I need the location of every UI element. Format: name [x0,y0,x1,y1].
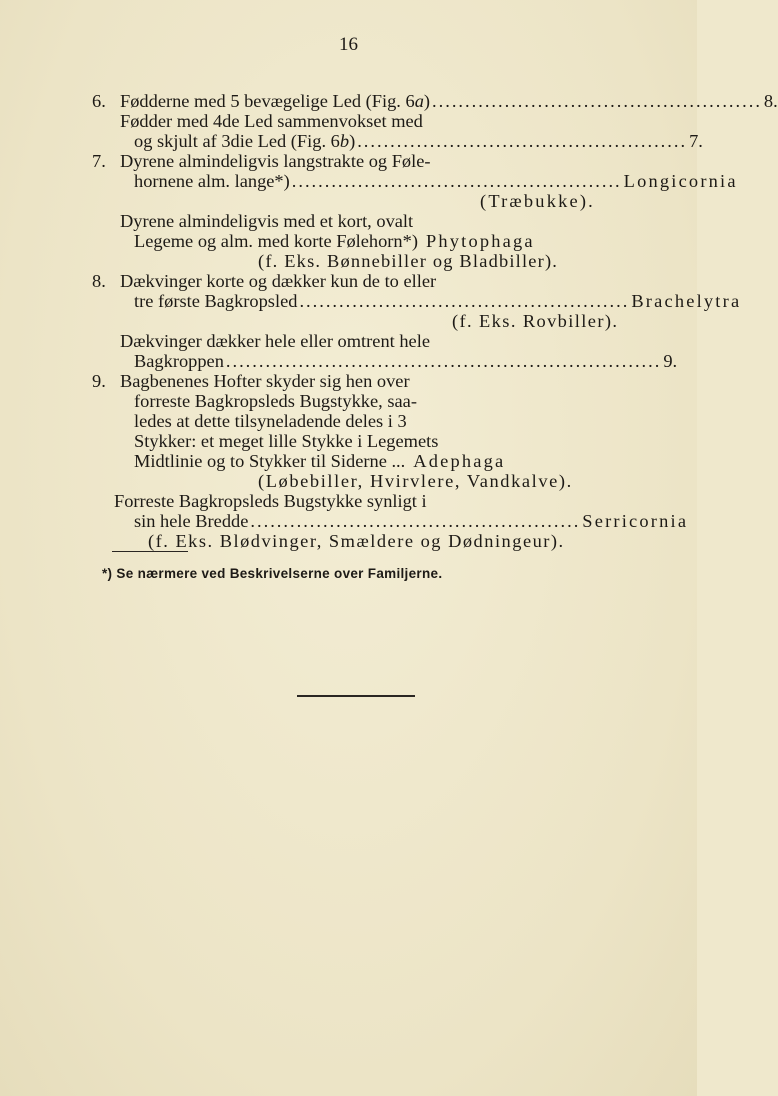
entry-9-line-2: forreste Bagkropsleds Bugstykke, saa- [134,391,417,411]
reference: 7. [689,131,703,151]
figure-ref-italic: b [339,131,350,151]
entry-7-line-1: Dyrene almindeligvis langstrakte og Føle- [120,151,431,171]
taxon-name: Phytophaga [425,231,535,251]
entry-9-line-1: Bagbenenes Hofter skyder sig hen over [120,371,410,391]
entry-number-6: 6. [92,91,106,111]
footnote: *) Se nærmere ved Beskrivelserne over Familjerne. [102,566,443,581]
entry-8-common-name: (f. Eks. Rovbiller). [452,311,619,331]
text: sin hele Bredde [134,511,249,531]
text: ) [349,131,356,151]
taxon-name: Brachelytra [631,291,742,311]
text: Midtlinie og to Stykker til Siderne ... [134,451,406,471]
footnote-rule [112,551,188,552]
entry-9-common-name-2: (f. Eks. Blødvinger, Smældere og Dødningeur). [148,531,565,551]
entry-8-line-1: Dækvinger korte og dækker kun de to eller [120,271,437,291]
text: hornene alm. lange*) [134,171,290,191]
text: Bagkroppen [134,351,224,371]
entry-7-common-name: (Træbukke). [480,191,595,211]
text: Legeme og alm. med korte Følehorn*) [134,231,418,251]
leader-dots: .................................................. [250,511,581,531]
leader-dots: .................................................. [291,171,622,191]
entry-8-line-4: Dækvinger dækker hele eller omtrent hele [120,331,430,351]
entry-9-line-7: Forreste Bagkropsleds Bugstykke synligt i [114,491,427,511]
entry-9-line-3: ledes at dette tilsyneladende deles i 3 [134,411,407,431]
page-number: 16 [339,34,358,55]
figure-ref-italic: a [414,91,424,111]
end-rule [297,695,415,697]
leader-dots: .................................................................. [225,351,662,371]
text: Fødderne med 5 bevægelige Led (Fig. 6 [120,91,415,111]
entry-9-line-4: Stykker: et meget lille Stykke i Legemets [134,431,439,451]
taxon-name: Adephaga [413,451,506,471]
leader-dots: .................................................. [357,131,688,151]
text: ) [423,91,431,111]
taxon-name: Longicornia [623,171,738,191]
taxon-name: Serricornia [582,511,689,531]
entry-6-line-2: Fødder med 4de Led sammenvokset med [120,111,423,131]
entry-number-9: 9. [92,371,106,391]
reference: 8. [763,91,778,111]
text: tre første Bagkropsled [134,291,298,311]
entry-number-8: 8. [92,271,106,291]
entry-7-line-4: Dyrene almindeligvis med et kort, ovalt [120,211,414,231]
reference: 9. [663,351,678,371]
entry-number-7: 7. [92,151,106,171]
text: og skjult af 3die Led (Fig. 6 [134,131,340,151]
leader-dots: .................................................. [432,91,762,111]
entry-9-common-name: (Løbebiller, Hvirvlere, Vandkalve). [258,471,573,491]
leader-dots: .................................................. [299,291,630,311]
entry-7-common-name-2: (f. Eks. Bønnebiller og Bladbiller). [258,251,559,271]
